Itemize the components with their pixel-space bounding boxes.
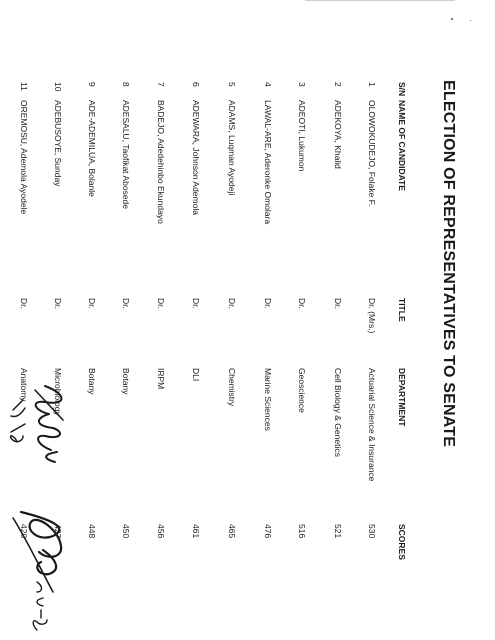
- candidate-name: OREMOSU, Ademola Ayodele: [19, 100, 29, 215]
- table-row: [83, 0, 97, 640]
- candidate-department: Botany: [121, 368, 131, 395]
- candidate-title: Dr.: [121, 298, 131, 309]
- candidate-title: Dr. (Mrs.): [367, 298, 377, 334]
- candidate-score: 461: [191, 524, 201, 539]
- candidate-score: 465: [227, 524, 237, 539]
- candidate-name: ADE-ADEMILUA, Bolanle: [87, 100, 97, 197]
- scan-speck: [470, 20, 471, 21]
- row-sn: 3: [297, 82, 307, 87]
- table-row: [259, 0, 273, 640]
- candidate-name: OLOWOKUDEJO, Folake F.: [367, 100, 377, 207]
- candidate-title: Dr.: [19, 298, 29, 309]
- candidate-score: 530: [367, 524, 377, 539]
- candidate-name: ADEOTI, Lukumon: [297, 100, 307, 172]
- table-row: [293, 0, 307, 640]
- candidate-score: 476: [263, 524, 273, 539]
- signature-mark: [3, 500, 83, 638]
- candidate-name: ADESALU, Taofikat Abosede: [121, 100, 131, 209]
- candidate-score: 456: [156, 524, 166, 539]
- row-sn: 6: [191, 82, 201, 87]
- candidate-department: Marine Sciences: [263, 368, 273, 431]
- candidate-department: DLI: [191, 368, 201, 382]
- candidate-name: ADEWARA, Johnson Ademola: [191, 100, 201, 215]
- candidate-title: Dr.: [156, 298, 166, 309]
- candidate-name: LAWAL-ARE, Aderonke Omolara: [263, 100, 273, 225]
- header-department: DEPARTMENT: [397, 368, 407, 427]
- candidate-title: Dr.: [263, 298, 273, 309]
- handwritten-initials: [3, 380, 75, 472]
- table-row: [187, 0, 201, 640]
- candidate-score: 420: [19, 524, 29, 539]
- candidate-department: Actuarial Science & Insurance: [367, 368, 377, 482]
- table-row: [152, 0, 166, 640]
- candidate-score: 516: [297, 524, 307, 539]
- scan-edge-line: [305, 0, 455, 1]
- candidate-name: BADEJO, Adedehinbo Ekundayo: [156, 100, 166, 224]
- candidate-name: ADEBUSOYE, Sunday: [53, 100, 63, 187]
- header-sn: S/N: [397, 82, 407, 97]
- candidate-title: Dr.: [53, 298, 63, 309]
- scan-speck: [451, 18, 453, 20]
- candidate-score: 450: [121, 524, 131, 539]
- candidate-department: Botany: [87, 368, 97, 395]
- header-name: NAME OF CANDIDATE: [397, 100, 407, 191]
- row-sn: 10: [53, 82, 63, 92]
- candidate-title: Dr.: [87, 298, 97, 309]
- candidate-department: Chemistry: [227, 368, 237, 407]
- table-row: [223, 0, 237, 640]
- row-sn: 7: [156, 82, 166, 87]
- candidate-title: Dr.: [297, 298, 307, 309]
- candidate-title: Dr.: [333, 298, 343, 309]
- document-title: ELECTION OF REPRESENTATIVES TO SENATE: [440, 80, 457, 448]
- candidate-score: 521: [333, 524, 343, 539]
- row-sn: 11: [19, 82, 29, 91]
- candidate-title: Dr.: [191, 298, 201, 309]
- candidate-department: Anatomy: [19, 368, 29, 402]
- candidate-department: Geoscience: [297, 368, 307, 413]
- candidate-score: 427: [53, 524, 63, 539]
- table-row: [117, 0, 131, 640]
- candidate-department: Microbiology: [53, 368, 63, 416]
- candidate-name: ADEKOYA, Khalid: [333, 100, 343, 169]
- header-scores: SCORES: [397, 524, 407, 560]
- row-sn: 2: [333, 82, 343, 87]
- header-title: TITLE: [397, 298, 407, 322]
- table-row: [329, 0, 343, 640]
- row-sn: 8: [121, 82, 131, 87]
- candidate-score: 448: [87, 524, 97, 539]
- candidate-department: Cell Biology & Genetics: [333, 368, 343, 457]
- candidate-title: Dr.: [227, 298, 237, 309]
- row-sn: 5: [227, 82, 237, 87]
- candidate-name: ADAMS, Luqman Ayodeji: [227, 100, 237, 196]
- row-sn: 9: [87, 82, 97, 87]
- table-row: [363, 0, 377, 640]
- candidate-department: IRPM: [156, 368, 166, 390]
- row-sn: 4: [263, 82, 273, 87]
- row-sn: 1: [367, 82, 377, 87]
